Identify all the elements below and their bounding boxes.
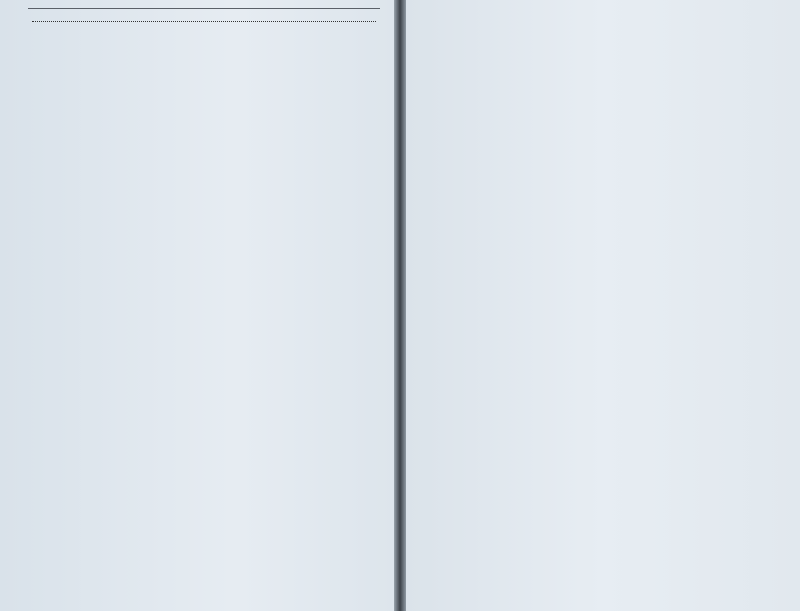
recommendations-body <box>426 28 786 34</box>
right-page <box>406 0 800 611</box>
book-gutter <box>394 0 406 611</box>
toc-leader <box>32 21 376 22</box>
running-head <box>28 6 380 9</box>
table-of-contents <box>28 21 380 25</box>
left-page <box>0 0 394 611</box>
toc-section-answers <box>28 21 380 25</box>
